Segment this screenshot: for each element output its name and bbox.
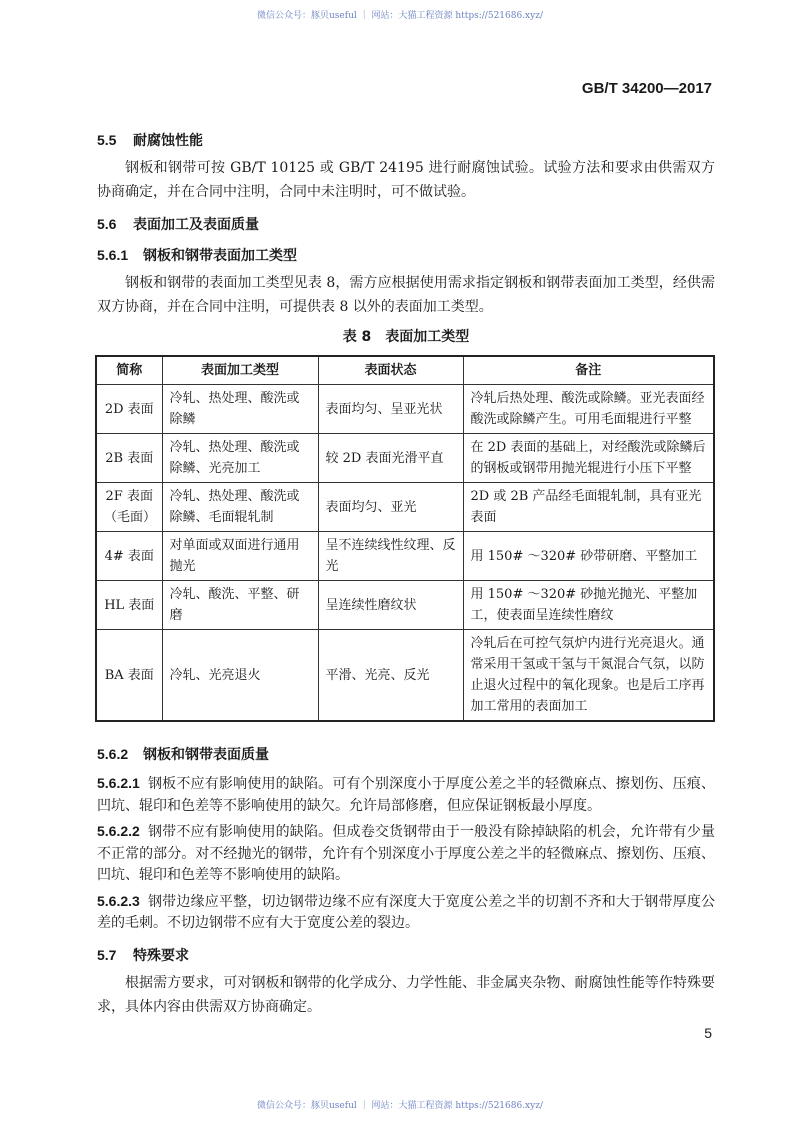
heading-5-6 — [97, 214, 715, 235]
clause-5-6-2-2 — [97, 821, 715, 887]
table-header-row — [96, 356, 714, 385]
watermark-top: 微信公众号：豚贝useful ｜ 网站：大猫工程资源 https://521686.xyz/ — [257, 11, 543, 21]
watermark-bottom: 微信公众号：豚贝useful ｜ 网站：大猫工程资源 https://521686.xyz/ — [257, 1101, 543, 1111]
table-row — [96, 630, 714, 722]
remark-cell: 冷轧后热处理、酸洗或除鳞。亚光表面经酸洗或除鳞产生。可用毛面辊进行平整 — [463, 385, 714, 434]
heading-number: 5.6.2 — [97, 746, 129, 762]
surface-state-cell: 表面均匀、亚光 — [318, 483, 463, 532]
heading-number: 5.5 — [97, 132, 117, 148]
surface-state-cell: 较 2D 表面光滑平直 — [318, 434, 463, 483]
column-header: 备注 — [463, 356, 714, 385]
paragraph-5-6-1: 钢板和钢带的表面加工类型见表 8，需方应根据使用需求指定钢板和钢带表面加工类型，经供需双方协商，并在合同中注明，可提供表 8 以外的表面加工类型。 — [97, 275, 715, 315]
remark-cell: 用 150# ～320# 砂抛光抛光、平整加工，使表面呈连续性磨纹 — [463, 581, 714, 630]
paragraph-5-5: 钢板和钢带可按 GB/T 10125 或 GB/T 24195 进行耐腐蚀试验。试验方法和要求由供需双方协商确定，并在合同中注明，合同中未注明时，可不做试验。 — [97, 160, 715, 200]
table-row — [96, 532, 714, 581]
process-cell: 冷轧、酸洗、平整、研磨 — [162, 581, 318, 630]
page-number: 5 — [704, 1025, 712, 1041]
surface-state-cell: 平滑、光亮、反光 — [318, 630, 463, 722]
surface-state-cell: 呈连续性磨纹状 — [318, 581, 463, 630]
heading-number: 5.6.1 — [97, 247, 129, 263]
abbreviation-cell: 4# 表面 — [96, 532, 162, 581]
abbreviation-cell: BA 表面 — [96, 630, 162, 722]
remark-cell: 在 2D 表面的基础上，对经酸洗或除鳞后的钢板或钢带用抛光辊进行小压下平整 — [463, 434, 714, 483]
clause-5-6-2-3 — [97, 891, 715, 935]
table-row — [96, 434, 714, 483]
clause-5-6-2-1 — [97, 773, 715, 817]
page-body — [97, 120, 715, 1019]
abbreviation-cell: HL 表面 — [96, 581, 162, 630]
clause-number: 5.6.2.2 — [97, 823, 140, 839]
process-cell: 冷轧、热处理、酸洗或除鳞、光亮加工 — [162, 434, 318, 483]
column-header: 表面状态 — [318, 356, 463, 385]
clause-text: 钢带不应有影响使用的缺陷。但成卷交货钢带由于一般没有除掉缺陷的机会，允许带有少量不正常的部分。对不经抛光的钢带，允许有个别深度小于厚度公差之半的轻微麻点、擦划伤、压痕、凹坑、辊印和色差等不影响使用的缺陷。 — [97, 824, 715, 883]
heading-title: 钢板和钢带表面加工类型 — [143, 248, 297, 264]
surface-state-cell: 表面均匀、呈亚光状 — [318, 385, 463, 434]
remark-cell: 冷轧后在可控气氛炉内进行光亮退火。通常采用干氢或干氢与干氮混合气氛，以防止退火过程中的氧化现象。也是后工序再加工常用的表面加工 — [463, 630, 714, 722]
table-row — [96, 581, 714, 630]
heading-5-7 — [97, 945, 715, 966]
remark-cell: 用 150# ～320# 砂带研磨、平整加工 — [463, 532, 714, 581]
heading-number: 5.7 — [97, 946, 117, 963]
standard-id: GB/T 34200—2017 — [581, 80, 712, 97]
column-header: 简称 — [96, 356, 162, 385]
clause-text: 钢板不应有影响使用的缺陷。可有个别深度小于厚度公差之半的轻微麻点、擦划伤、压痕、凹坑、辊印和色差等不影响使用的缺欠。允许局部修磨，但应保证钢板最小厚度。 — [97, 776, 715, 814]
heading-5-5 — [97, 130, 715, 151]
clause-text: 钢带边缘应平整，切边钢带边缘不应有深度大于宽度公差之半的切割不齐和大于钢带厚度公差的毛刺。不切边钢带不应有大于宽度公差的裂边。 — [97, 893, 715, 931]
process-cell: 对单面或双面进行通用抛光 — [162, 532, 318, 581]
heading-title: 表面加工及表面质量 — [133, 217, 259, 233]
clause-number: 5.6.2.3 — [97, 892, 140, 909]
abbreviation-cell: 2F 表面（毛面） — [96, 483, 162, 532]
heading-title: 钢板和钢带表面质量 — [143, 747, 269, 763]
process-cell: 冷轧、光亮退火 — [162, 630, 318, 722]
heading-title: 耐腐蚀性能 — [133, 133, 203, 149]
column-header: 表面加工类型 — [162, 356, 318, 385]
heading-title: 特殊要求 — [133, 947, 189, 964]
surface-finish-table — [95, 355, 715, 722]
clause-number: 5.6.2.1 — [97, 775, 140, 791]
heading-number: 5.6 — [97, 216, 117, 232]
table-row — [96, 483, 714, 532]
heading-5-6-2 — [97, 744, 715, 765]
paragraph-5-7: 根据需方要求，可对钢板和钢带的化学成分、力学性能、非金属夹杂物、耐腐蚀性能等作特殊要求，具体内容由供需双方协商确定。 — [97, 974, 715, 1015]
abbreviation-cell: 2D 表面 — [96, 385, 162, 434]
table-row — [96, 385, 714, 434]
surface-state-cell: 呈不连续线性纹理、反光 — [318, 532, 463, 581]
table-caption: 表 8 表面加工类型 — [342, 329, 470, 345]
heading-5-6-1 — [97, 245, 715, 266]
process-cell: 冷轧、热处理、酸洗或除鳞 — [162, 385, 318, 434]
abbreviation-cell: 2B 表面 — [96, 434, 162, 483]
process-cell: 冷轧、热处理、酸洗或除鳞、毛面辊轧制 — [162, 483, 318, 532]
remark-cell: 2D 或 2B 产品经毛面辊轧制，具有亚光表面 — [463, 483, 714, 532]
